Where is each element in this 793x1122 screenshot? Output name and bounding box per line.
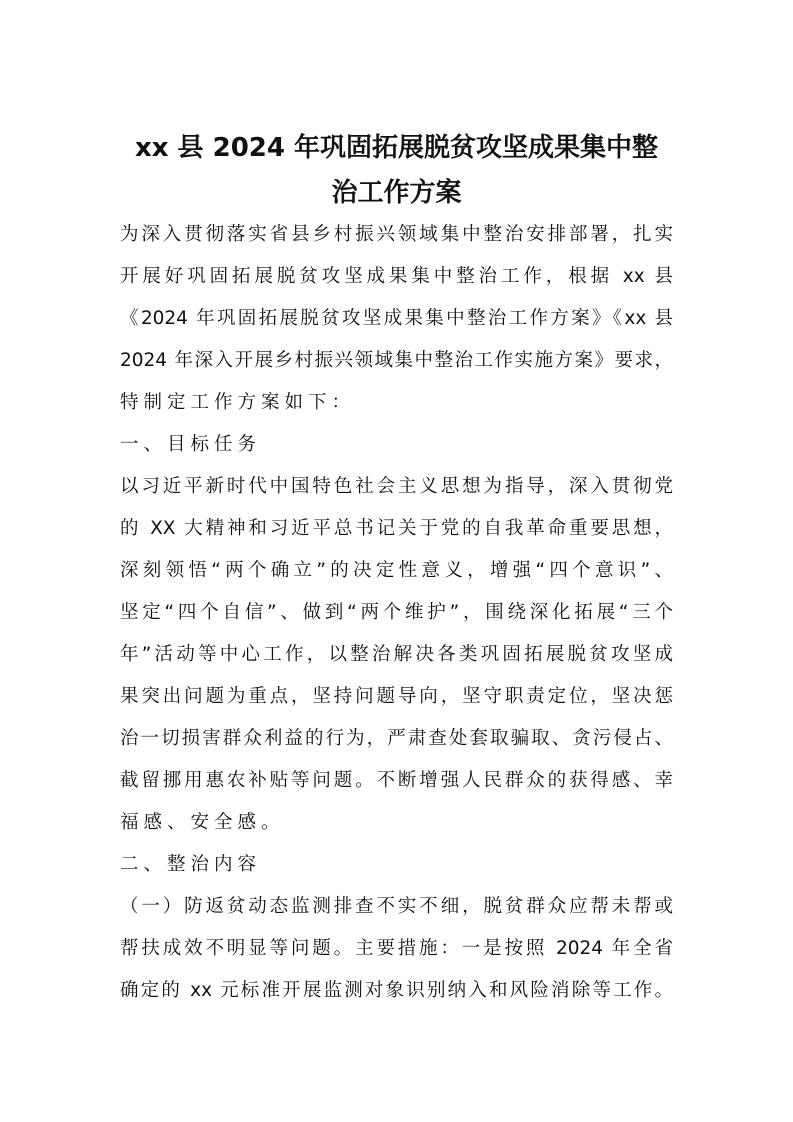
body-text-line: 《2024 年巩固拓展脱贫攻坚成果集中整治工作方案》《xx 县	[120, 308, 673, 329]
body-text-line: 特制定工作方案如下：	[120, 392, 356, 413]
body-text-line: 坚定“四个自信”、做到“两个维护”，围绕深化拓展“三个	[120, 602, 673, 623]
body-text-line: （一）防返贫动态监测排查不实不细，脱贫群众应帮未帮或	[120, 896, 673, 917]
body-text-line: 深刻领悟“两个确立”的决定性意义，增强“四个意识”、	[120, 560, 673, 581]
document-title-line-1: xx 县 2024 年巩固拓展脱贫攻坚成果集中整	[134, 133, 659, 163]
body-text-line: 年”活动等中心工作，以整治解决各类巩固拓展脱贫攻坚成	[120, 644, 673, 665]
body-text-line: 治一切损害群众利益的行为，严肃查处套取骗取、贪污侵占、	[120, 728, 673, 749]
body-text-line: 以习近平新时代中国特色社会主义思想为指导，深入贯彻党	[120, 476, 673, 497]
body-text-line: 帮扶成效不明显等问题。主要措施：一是按照 2024 年全省	[120, 938, 673, 959]
document-title-line-2: 治工作方案	[331, 178, 462, 208]
body-text-line: 一、目标任务	[120, 434, 262, 455]
body-text-line: 二、整治内容	[120, 854, 262, 875]
body-text-line: 开展好巩固拓展脱贫攻坚成果集中整治工作，根据 xx 县	[120, 266, 673, 287]
body-text-line: 果突出问题为重点，坚持问题导向，坚守职责定位，坚决惩	[120, 686, 673, 707]
document-body	[120, 214, 673, 1012]
body-text-line: 的 XX 大精神和习近平总书记关于党的自我革命重要思想，	[120, 518, 673, 539]
body-text-line: 截留挪用惠农补贴等问题。不断增强人民群众的获得感、幸	[120, 770, 673, 791]
body-text-line: 福感、安全感。	[120, 812, 285, 833]
body-text-line: 为深入贯彻落实省县乡村振兴领域集中整治安排部署，扎实	[120, 224, 673, 245]
body-text-line: 确定的 xx 元标准开展监测对象识别纳入和风险消除等工作。	[120, 980, 673, 1001]
body-text-line: 2024 年深入开展乡村振兴领域集中整治工作实施方案》要求，	[120, 350, 673, 371]
